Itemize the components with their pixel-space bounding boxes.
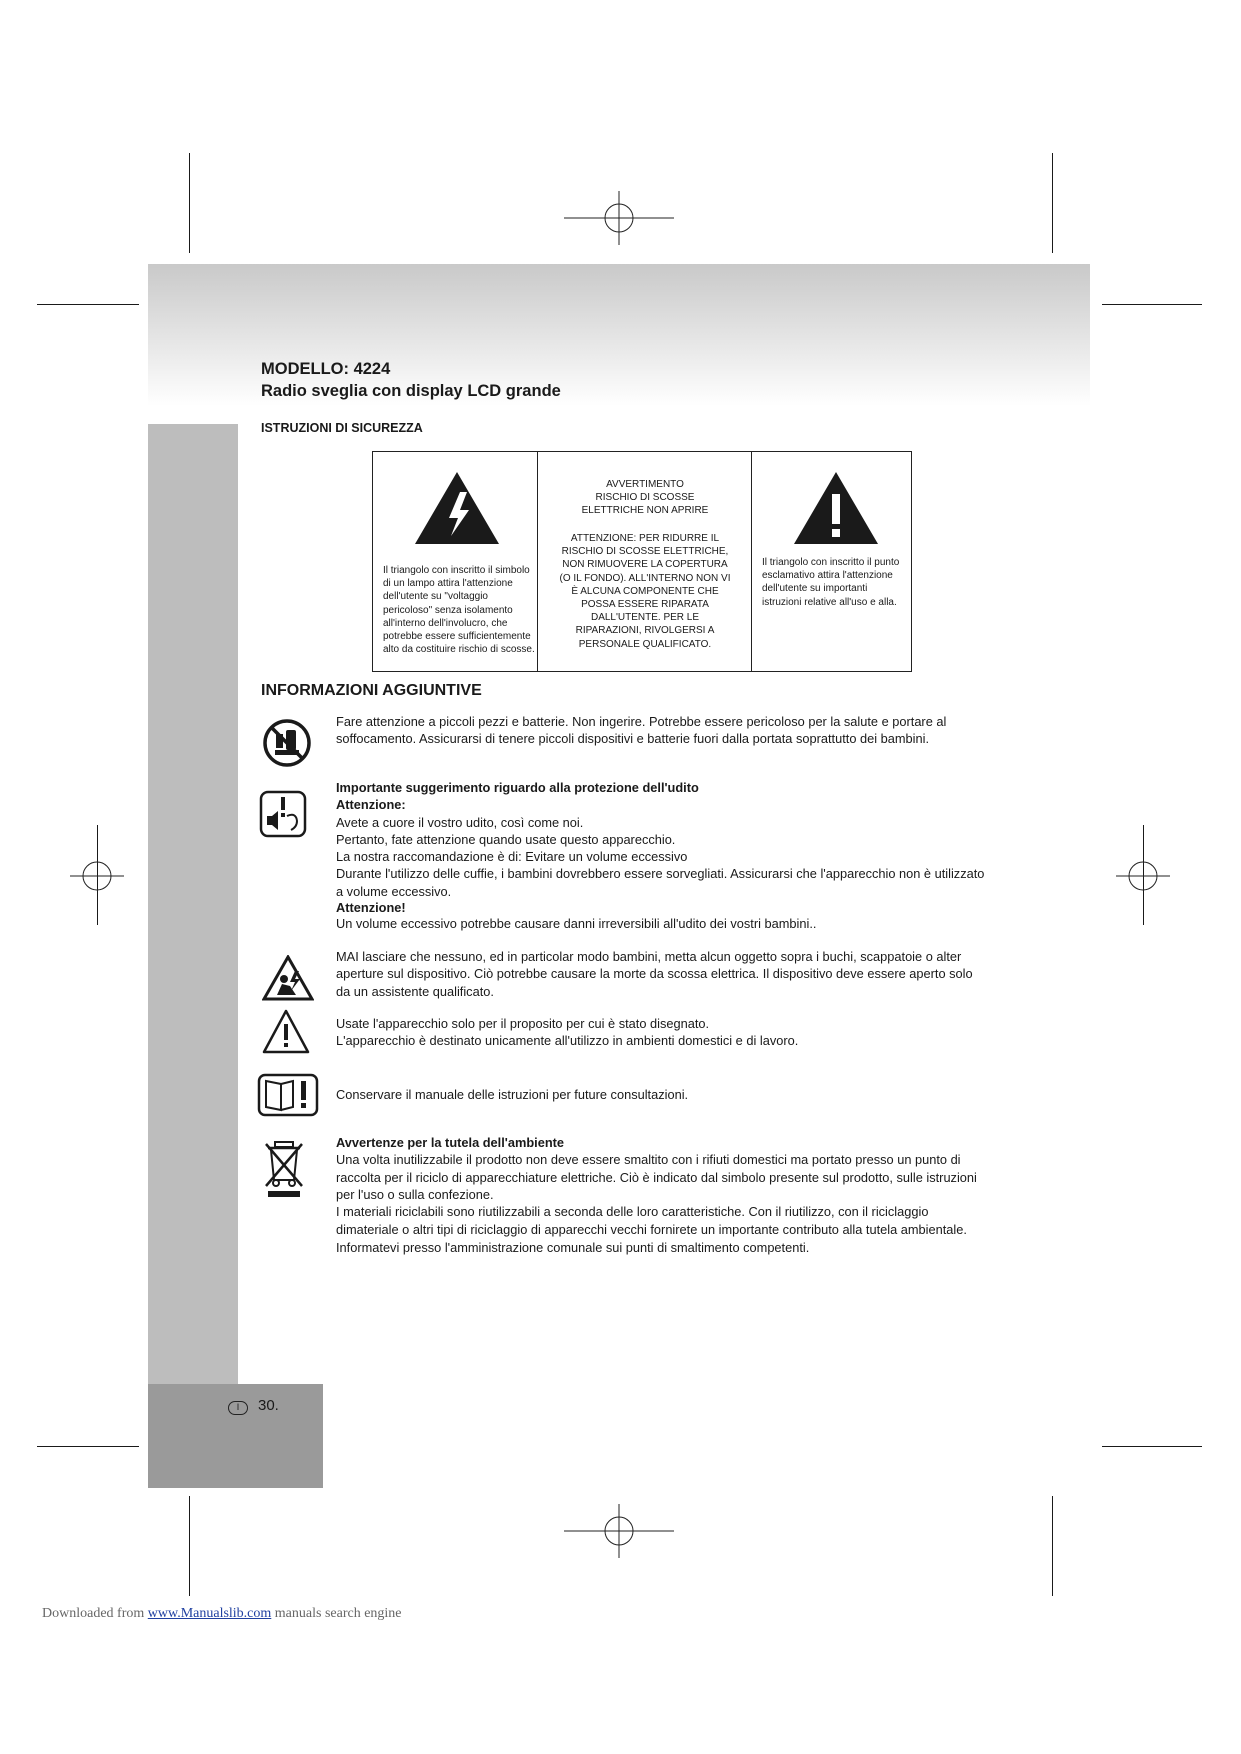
purpose-line: Usate l'apparecchio solo per il proposito per cui è stato disegnato. (336, 1016, 710, 1031)
footer-suffix: manuals search engine (271, 1606, 402, 1621)
environment-text-2: I materiali riciclabili sono riutilizzabili a seconda delle loro caratteristiche. Con il riutilizzo, con il riciclaggio dimateriale o altri tipi di riciclaggio di apparecchi vecchi fornirete un importante contributo alla tutela ambientale. Informatevi presso l'amministrazione comunale sui punti di smaltimento competenti. (336, 1204, 967, 1256)
environment-section (336, 1134, 986, 1257)
safety-warning-box (372, 451, 912, 672)
model-title: MODELLO: 4224 (261, 360, 391, 378)
crop-mark (1102, 304, 1202, 305)
warning-cell-lightning (373, 452, 538, 671)
info-heading: INFORMAZIONI AGGIUNTIVE (261, 682, 482, 699)
registration-mark-top (562, 190, 676, 246)
crop-mark (37, 1446, 139, 1447)
download-footer (42, 1606, 402, 1622)
side-band (148, 424, 238, 1384)
manualslib-link[interactable]: www.Manualslib.com (147, 1606, 272, 1621)
caution-triangle-icon (262, 1008, 310, 1056)
manual-icon (257, 1073, 319, 1117)
small-parts-text: Fare attenzione a piccoli pezzi e batterie. Non ingerire. Potrebbe essere pericoloso per la salute e portare al soffocamento. Assicurarsi di tenere piccoli dispositivi e batterie fuori dalla portata soprattutto dei bambini. (336, 714, 947, 747)
attention-text: ATTENZIONE: PER RIDURRE IL RISCHIO DI SCOSSE ELETTRICHE, NON RIMUOVERE LA COPERTURA (O IL FONDO). ALL'INTERNO NON VI È ALCUNA COMPONENTE CHE POSSA ESSERE RIPARATA DALL'UTENTE. PER LE RIPARAZIONI, RIVOLGERSI A PERSONALE QUALIFICATO. (559, 533, 731, 650)
language-mark-label: I (236, 1402, 240, 1412)
page-number: 30. (258, 1397, 279, 1414)
hearing-warning-icon (259, 790, 307, 838)
purpose-section (336, 1015, 986, 1050)
purpose-line: L'apparecchio è destinato unicamente all'utilizzo in ambienti domestici e di lavoro. (336, 1033, 799, 1049)
warning-cell-exclamation (752, 452, 912, 671)
product-title: Radio sveglia con display LCD grande (261, 382, 561, 400)
openings-text: MAI lasciare che nessuno, ed in particolar modo bambini, metta alcun oggetto sopra i buchi, scappatoie o alter aperture sul dispositivo. Ciò potrebbe causare la morte da scossa elettrica. Il dispositivo deve essere aperto solo da un assistente qualificato. (336, 949, 973, 999)
environment-title: Avvertenze per la tutela dell'ambiente (336, 1135, 565, 1150)
crop-mark (37, 304, 139, 305)
language-mark-icon (228, 1401, 248, 1415)
safety-heading: ISTRUZIONI DI SICUREZZA (261, 421, 423, 435)
footer-band (148, 1384, 323, 1488)
no-swallow-icon (262, 718, 312, 768)
hearing-line: Durante l'utilizzo delle cuffie, i bambini dovrebbero essere sorvegliati. Assicurarsi che l'apparecchio non è utilizzato a volume eccessivo. (336, 866, 985, 899)
crop-mark (189, 153, 190, 253)
hearing-attention-2: Attenzione! (336, 900, 406, 916)
hearing-final: Un volume eccessivo potrebbe causare danni irreversibili all'udito dei vostri bambini.. (336, 916, 817, 932)
weee-bin-icon (262, 1138, 308, 1200)
environment-text-1: Una volta inutilizzabile il prodotto non deve essere smaltito con i rifiuti domestici ma portato presso un punto di raccolta per il riciclo di apparecchiature elettriche. Ciò è indicato dal simbolo presente sul prodotto, sulle istruzioni per l'uso o sulla confezione. (336, 1152, 977, 1202)
registration-mark-right (1115, 848, 1171, 904)
exclamation-triangle-icon (792, 470, 880, 546)
hearing-line: La nostra raccomandazione è di: Evitare un volume eccessivo (336, 849, 688, 865)
lightning-description: Il triangolo con inscritto il simbolo di un lampo attira l'attenzione dell'utente su "voltaggio pericoloso" senza isolamento all'interno dell'involucro, che potrebbe essere sufficientemente alto da costituire rischio di scosse. (383, 565, 535, 656)
hearing-line: Pertanto, fate attenzione quando usate questo apparecchio. (336, 831, 676, 847)
manual-text: Conservare il manuale delle istruzioni per future consultazioni. (336, 1087, 689, 1102)
hearing-line: Avete a cuore il vostro udito, così come noi. (336, 814, 584, 830)
registration-mark-left (69, 848, 125, 904)
registration-mark-bottom (562, 1503, 676, 1559)
warning-cell-center (538, 452, 752, 671)
crop-mark (1052, 153, 1053, 253)
hearing-attention: Attenzione: (336, 797, 406, 813)
crop-mark (1052, 1496, 1053, 1596)
footer-prefix: Downloaded from (42, 1606, 148, 1621)
hearing-title: Importante suggerimento riguardo alla protezione dell'udito (336, 780, 699, 795)
lightning-triangle-icon (413, 470, 501, 546)
child-shock-icon (262, 955, 314, 1001)
crop-mark (1102, 1446, 1202, 1447)
hearing-section (336, 779, 986, 932)
warning-title: AVVERTIMENTO RISCHIO DI SCOSSE ELETTRICHE NON APRIRE (581, 479, 709, 517)
crop-mark (189, 1496, 190, 1596)
exclamation-description: Il triangolo con inscritto il punto esclamativo attira l'attenzione dell'utente su importanti istruzioni relative all'uso e alla. (762, 557, 900, 608)
